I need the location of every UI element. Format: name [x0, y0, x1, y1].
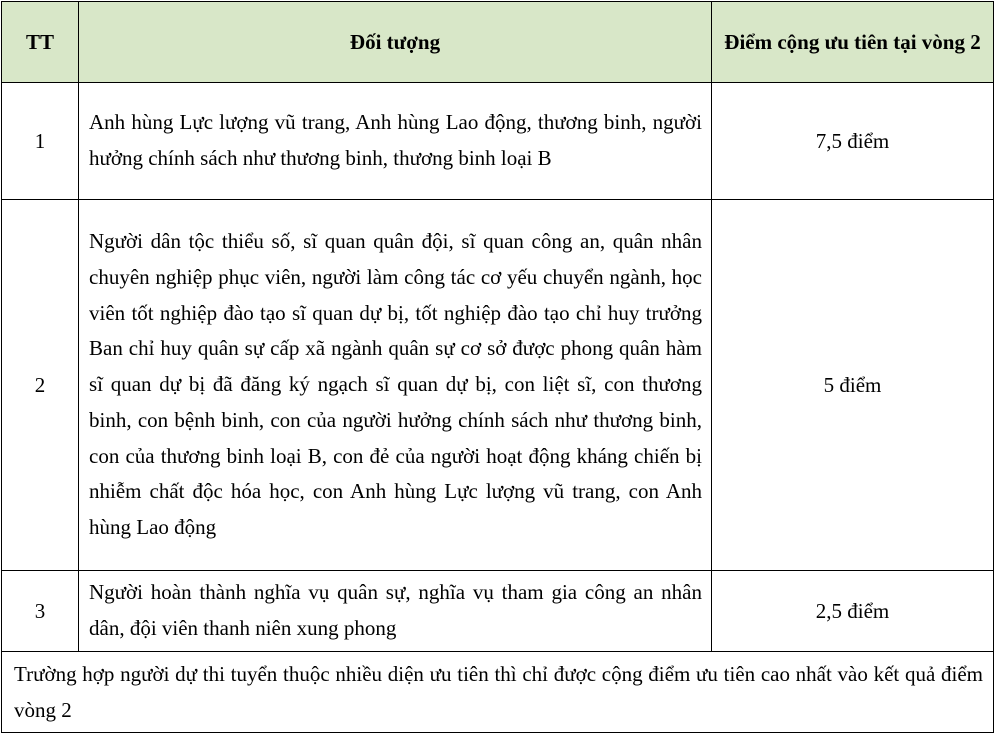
row-number: 2 — [2, 200, 79, 571]
table-header — [2, 2, 994, 83]
header-row — [2, 2, 994, 83]
table-body — [2, 83, 994, 733]
header-tt: TT — [2, 2, 79, 83]
row-number: 1 — [2, 83, 79, 200]
row-object: Anh hùng Lực lượng vũ trang, Anh hùng Lao động, thương binh, người hưởng chính sách như thương binh, thương binh loại B — [79, 83, 712, 200]
note-row — [2, 652, 994, 733]
row-object: Người hoàn thành nghĩa vụ quân sự, nghĩa vụ tham gia công an nhân dân, đội viên thanh niên xung phong — [79, 571, 712, 652]
row-points: 2,5 điểm — [712, 571, 994, 652]
priority-points-table — [1, 1, 994, 733]
header-points: Điểm cộng ưu tiên tại vòng 2 — [712, 2, 994, 83]
table-row — [2, 200, 994, 571]
table-row — [2, 83, 994, 200]
table-note: Trường hợp người dự thi tuyển thuộc nhiều diện ưu tiên thì chỉ được cộng điểm ưu tiên cao nhất vào kết quả điểm vòng 2 — [2, 652, 994, 733]
row-points: 5 điểm — [712, 200, 994, 571]
row-object: Người dân tộc thiểu số, sĩ quan quân đội, sĩ quan công an, quân nhân chuyên nghiệp phục viên, người làm công tác cơ yếu chuyển ngành, học viên tốt nghiệp đào tạo sĩ quan dự bị, tốt nghiệp đào tạo chỉ huy trưởng Ban chỉ huy quân sự cấp xã ngành quân sự cơ sở được phong quân hàm sĩ quan dự bị đã đăng ký ngạch sĩ quan dự bị, con liệt sĩ, con thương binh, con bệnh binh, con của người hưởng chính sách như thương binh, con của thương binh loại B, con đẻ của người hoạt động kháng chiến bị nhiễm chất độc hóa học, con Anh hùng Lực lượng vũ trang, con Anh hùng Lao động — [79, 200, 712, 571]
row-number: 3 — [2, 571, 79, 652]
table-row — [2, 571, 994, 652]
header-object: Đối tượng — [79, 2, 712, 83]
row-points: 7,5 điểm — [712, 83, 994, 200]
